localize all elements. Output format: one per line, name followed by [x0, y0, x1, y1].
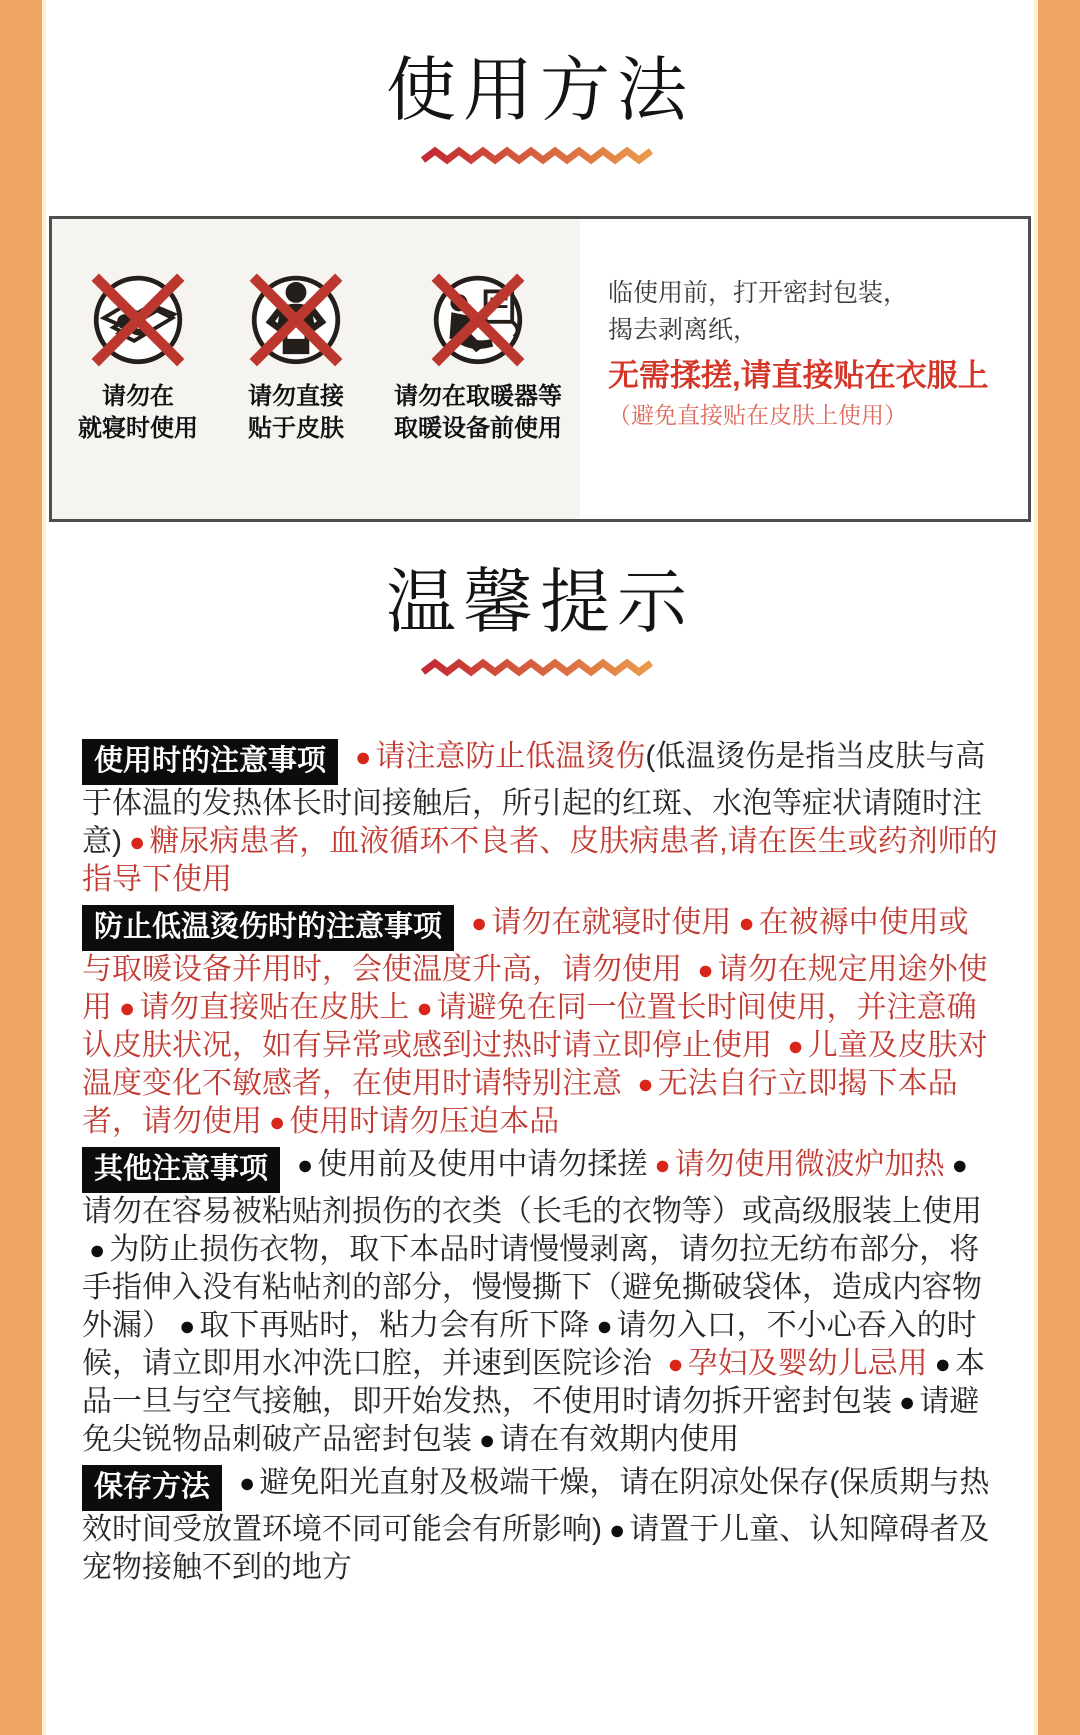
no-sleeping-icon	[78, 261, 198, 375]
tip-text: 避免阳光直射及极端干燥，请在阴凉处保存(保质期与热效时间受放置环境不同可能会有所影响)	[82, 1466, 990, 1546]
bullet-icon: ●	[609, 1515, 626, 1545]
no-direct-skin-icon	[236, 261, 356, 375]
tip-text: 请勿在就寝时使用	[491, 906, 732, 939]
tip-text: 无法自行立即揭下本品者，请勿使用	[82, 1067, 958, 1138]
tip-paragraph	[82, 904, 998, 1141]
tip-text: 请避免尖锐物品刺破产品密封包装	[82, 1385, 980, 1456]
bullet-icon: ●	[596, 1311, 613, 1341]
bullet-icon: ●	[471, 908, 488, 938]
bullet-icon: ●	[297, 1150, 314, 1180]
bullet-icon: ●	[355, 742, 372, 772]
tip-text: 糖尿病患者，血液循环不良者、皮肤病患者,请在医生或药剂师的指导下使用	[82, 825, 998, 896]
bullet-icon: ●	[951, 1150, 968, 1180]
bullet-icon: ●	[119, 993, 136, 1023]
prohibition-no-direct-skin	[236, 261, 356, 519]
tip-text: 请置于儿童、认知障碍者及宠物接触不到的地方	[82, 1513, 990, 1584]
icon-caption	[78, 381, 198, 445]
usage-text-panel	[580, 219, 1028, 519]
zigzag-divider	[46, 656, 1034, 680]
prohibition-icons-panel	[52, 219, 580, 519]
bullet-icon: ●	[899, 1387, 916, 1417]
tip-text: 使用时请勿压迫本品	[289, 1105, 560, 1138]
tip-text: (低温烫伤是指当皮肤与高于体温的发热体长时间接触后，所引起的红斑、水泡等症状请随时注意)	[82, 740, 986, 858]
tip-text: 请勿在容易被粘贴剂损伤的衣类（长毛的衣物等）或高级服装上使用	[82, 1195, 982, 1228]
tip-section-label: 其他注意事项	[82, 1147, 280, 1193]
usage-instruction-box	[49, 216, 1031, 522]
caption-line: 请勿在	[102, 383, 174, 410]
tip-text: 在被褥中使用或与取暖设备并用时，会使温度升高，请勿使用	[82, 906, 969, 986]
tip-section-label: 防止低温烫伤时的注意事项	[82, 905, 454, 951]
caption-line: 请勿在取暖器等	[394, 383, 562, 410]
tips-paragraphs	[82, 738, 998, 1587]
zigzag-icon	[419, 144, 661, 168]
usage-step-line: 揭去剥离纸，	[608, 316, 759, 344]
tip-text: 请勿使用微波炉加热	[674, 1148, 945, 1181]
usage-section-title: 使用方法	[386, 51, 694, 129]
bullet-icon: ●	[479, 1425, 496, 1455]
no-heater-icon	[418, 261, 538, 375]
bullet-icon: ●	[697, 955, 714, 985]
bullet-icon: ●	[934, 1349, 951, 1379]
usage-step-line: 临使用前，打开密封包装，	[608, 279, 909, 307]
tip-text: 请勿在规定用途外使用	[82, 953, 988, 1024]
tip-section-label: 使用时的注意事项	[82, 739, 338, 785]
bullet-icon: ●	[738, 908, 755, 938]
zigzag-icon	[419, 656, 661, 680]
tip-text: 儿童及皮肤对温度变化不敏感者，在使用时请特别注意	[82, 1029, 988, 1100]
bullet-icon: ●	[269, 1107, 286, 1137]
bullet-icon: ●	[637, 1069, 654, 1099]
caption-line: 取暖设备前使用	[394, 415, 562, 442]
caption-line: 就寝时使用	[78, 415, 198, 442]
tip-text: 为防止损伤衣物，取下本品时请慢慢剥离，请勿拉无纺布部分，将手指伸入没有粘帖剂的部分，慢慢撕下（避免撕破袋体，造成内容物外漏）	[82, 1233, 982, 1342]
tip-text: 孕妇及婴幼儿忌用	[687, 1347, 928, 1380]
prohibition-no-heater	[394, 261, 562, 519]
content-column	[42, 0, 1038, 1735]
tip-paragraph	[82, 1464, 998, 1587]
caption-line: 请勿直接	[248, 383, 344, 410]
tip-text: 请勿入口，不小心吞入的时候，请立即用水冲洗口腔，并速到医院诊治	[82, 1309, 977, 1380]
bullet-icon: ●	[239, 1468, 256, 1498]
tip-text: 取下再贴时，粘力会有所下降	[199, 1309, 590, 1342]
caption-line: 贴于皮肤	[248, 415, 344, 442]
icon-caption	[394, 381, 562, 445]
bullet-icon: ●	[787, 1031, 804, 1061]
bullet-icon: ●	[129, 827, 146, 857]
bullet-icon: ●	[654, 1150, 671, 1180]
tip-paragraph	[82, 1146, 998, 1459]
prohibition-no-sleeping	[78, 261, 198, 519]
tip-text: 请在有效期内使用	[499, 1423, 740, 1456]
tip-text: 请勿直接贴在皮肤上	[139, 991, 410, 1024]
bullet-icon: ●	[179, 1311, 196, 1341]
tip-paragraph	[82, 738, 998, 899]
bullet-icon: ●	[667, 1349, 684, 1379]
zigzag-divider	[46, 144, 1034, 168]
tip-text: 本品一旦与空气接触，即开始发热，不使用时请勿拆开密封包装	[82, 1347, 985, 1418]
usage-highlight-text: 无需揉搓,请直接贴在衣服上	[608, 358, 989, 393]
tip-text: 请注意防止低温烫伤	[375, 740, 646, 773]
usage-note-text: （避免直接贴在皮肤上使用）	[608, 402, 907, 428]
bullet-icon: ●	[89, 1235, 106, 1265]
tip-section-label: 保存方法	[82, 1465, 222, 1511]
tip-text: 使用前及使用中请勿揉搓	[317, 1148, 648, 1181]
icon-caption	[236, 381, 356, 445]
tip-text: 请避免在同一位置长时间使用，并注意确认皮肤状况，如有异常或感到过热时请立即停止使用	[82, 991, 977, 1062]
tips-section-title: 温馨提示	[386, 563, 694, 641]
bullet-icon: ●	[416, 993, 433, 1023]
